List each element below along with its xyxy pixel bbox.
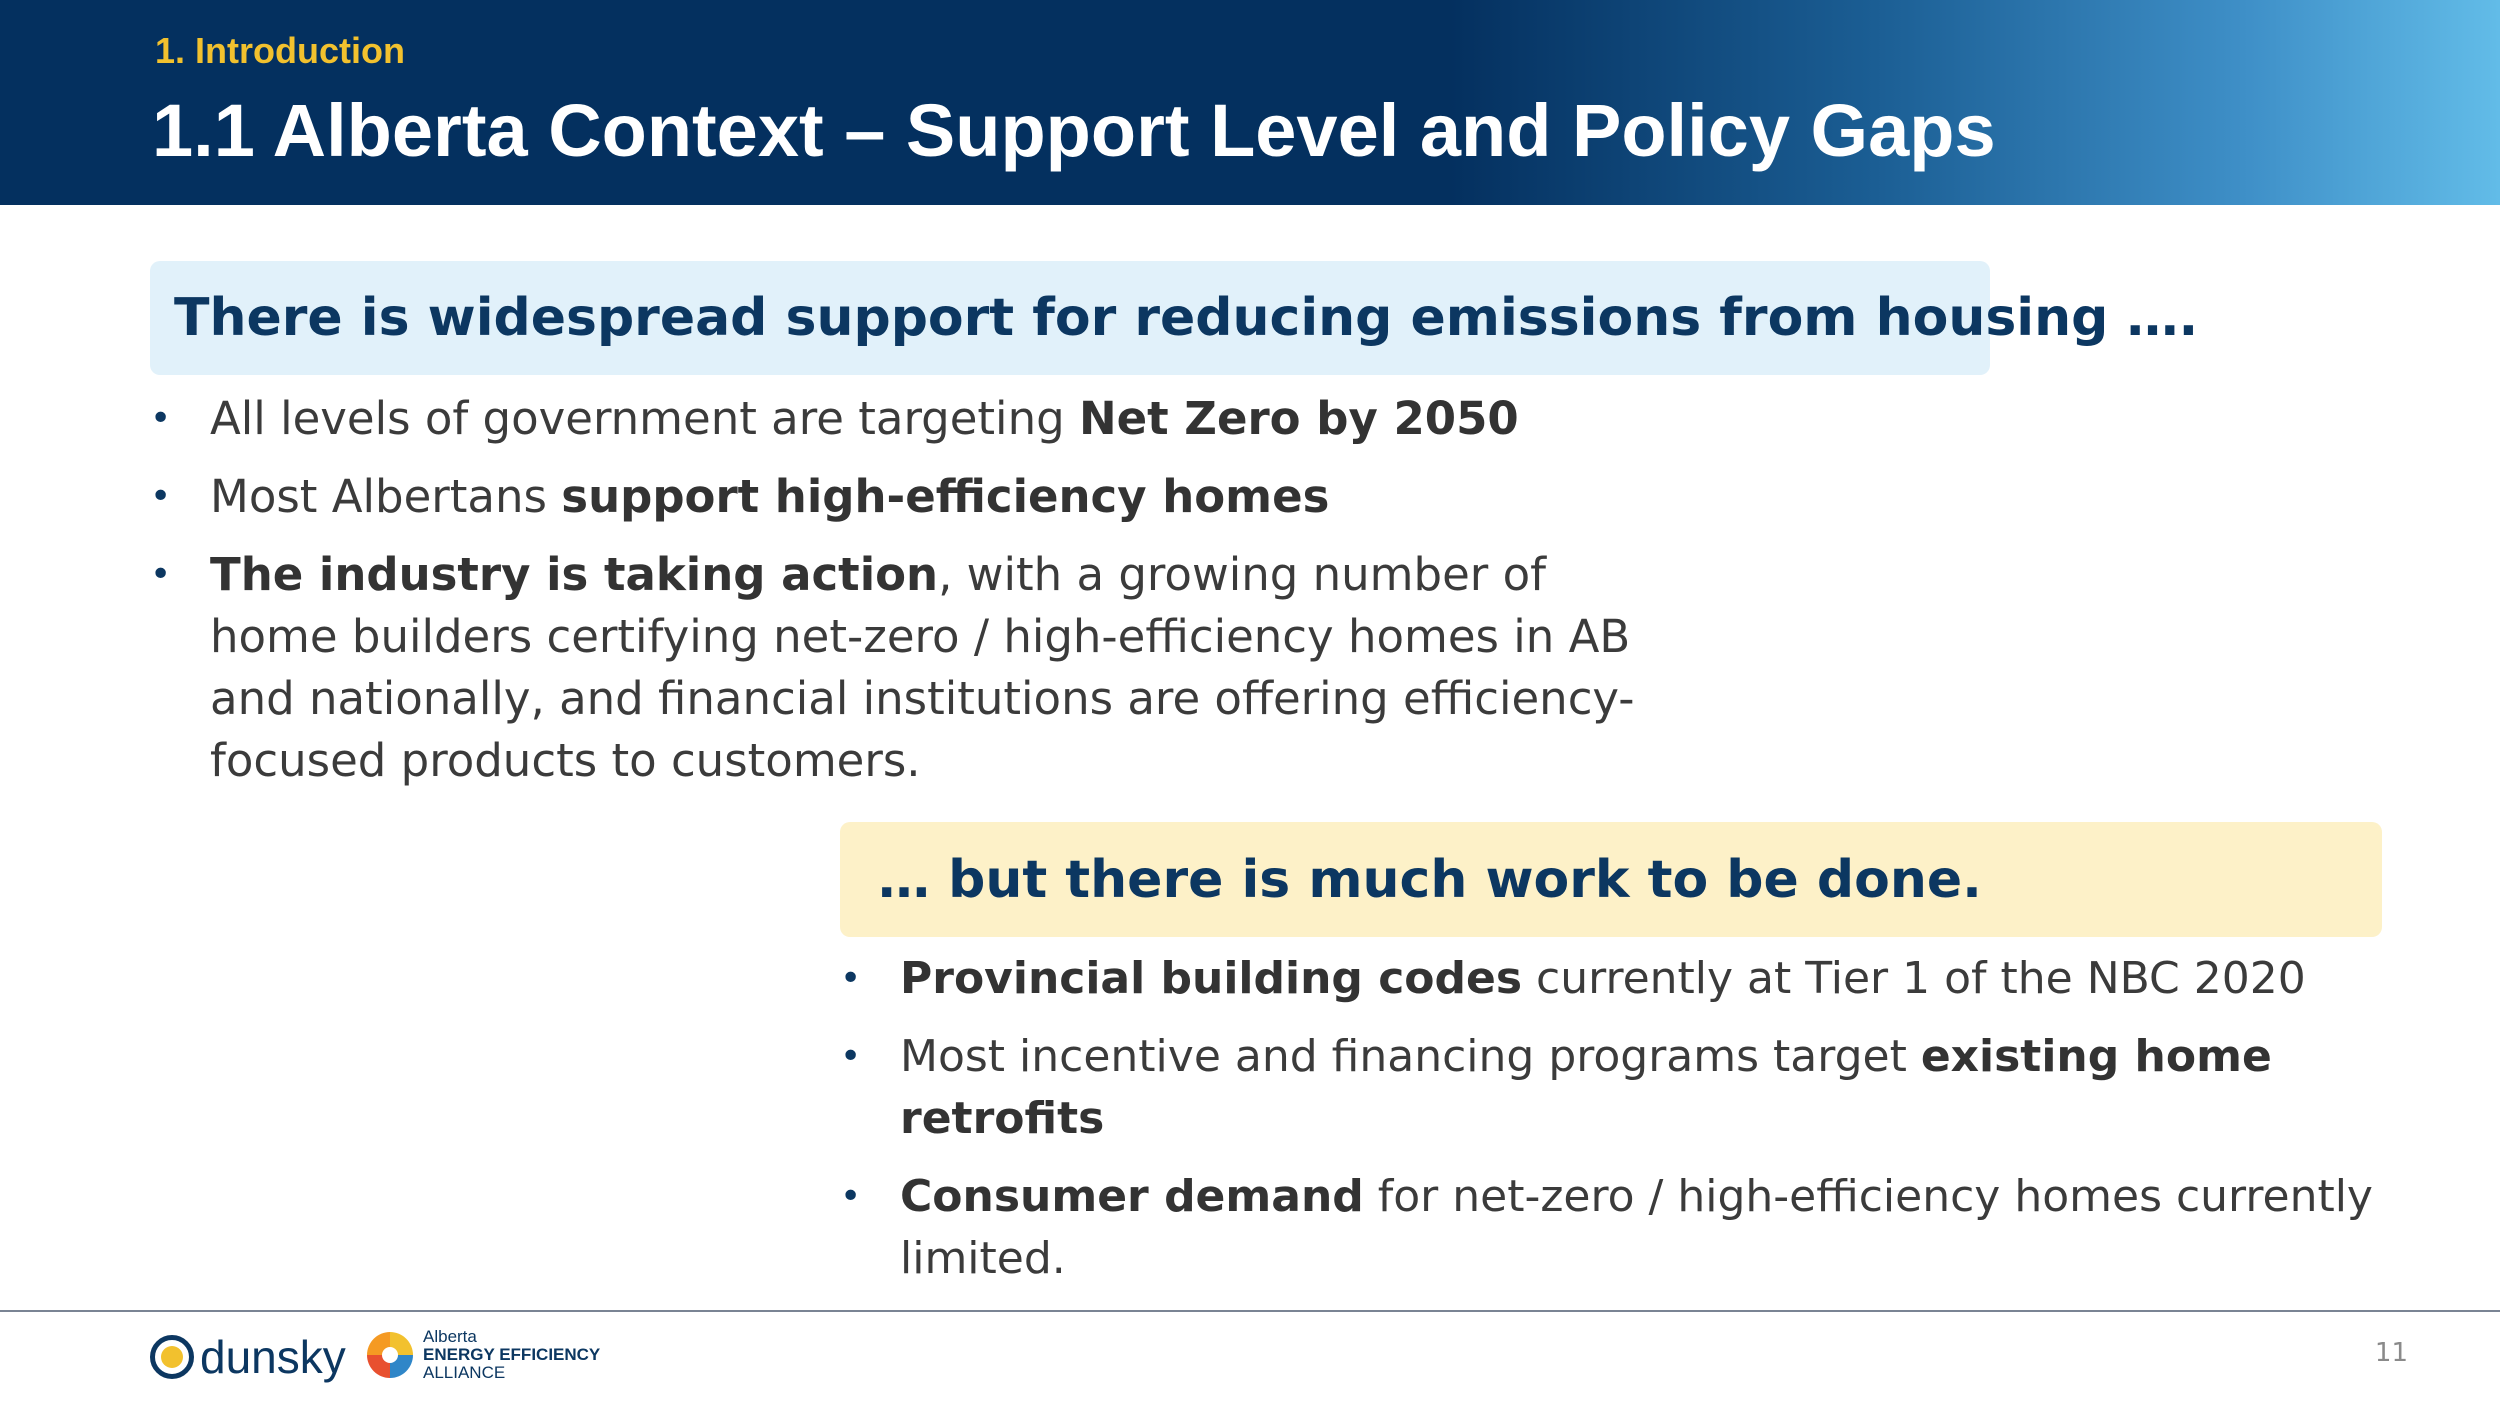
bullet-text: All levels of government are targeting bbox=[210, 392, 1079, 445]
bullet-text: , with a growing number of home builders certifying net-zero / high-efficiency homes in AB and nationally, and financial institutions are offering efficiency-focused products to customers. bbox=[210, 548, 1635, 787]
section-label: 1. Introduction bbox=[155, 30, 405, 71]
dunsky-logo-icon bbox=[150, 1335, 194, 1379]
list-item bbox=[840, 948, 2400, 1010]
support-bullet-list bbox=[150, 388, 1640, 808]
bullet-emphasis: Consumer demand bbox=[900, 1171, 1364, 1222]
page-number: 11 bbox=[2374, 1338, 2408, 1368]
list-item bbox=[150, 544, 1640, 792]
gaps-bullet-list bbox=[840, 948, 2400, 1306]
dunsky-logo-text: dunsky bbox=[200, 1331, 346, 1383]
gaps-callout: … but there is much work to be done. bbox=[840, 822, 2382, 937]
footer-divider bbox=[0, 1310, 2500, 1312]
list-item bbox=[840, 1166, 2400, 1290]
aeea-logo-line: ALLIANCE bbox=[423, 1363, 506, 1382]
bullet-emphasis: Net Zero by 2050 bbox=[1078, 392, 1519, 445]
bullet-emphasis: Provincial building codes bbox=[900, 953, 1523, 1004]
list-item bbox=[150, 466, 1640, 528]
aeea-logo-line: ENERGY EFFICIENCY bbox=[423, 1345, 601, 1364]
bullet-emphasis: The industry is taking action bbox=[210, 548, 939, 601]
bullet-icon: • bbox=[840, 1036, 862, 1077]
aeea-logo bbox=[365, 1328, 600, 1382]
aeea-logo-icon bbox=[365, 1330, 415, 1380]
bullet-text: Most Albertans bbox=[210, 470, 562, 523]
bullet-icon: • bbox=[840, 958, 862, 999]
aeea-logo-line: Alberta bbox=[423, 1327, 477, 1346]
list-item bbox=[840, 1026, 2400, 1150]
bullet-icon: • bbox=[840, 1176, 862, 1217]
title-banner bbox=[0, 0, 2500, 205]
bullet-emphasis: support high-efficiency homes bbox=[561, 470, 1330, 523]
bullet-text: Most incentive and financing programs target bbox=[900, 1031, 1921, 1082]
bullet-text: for net-zero / high-efficiency homes currently limited. bbox=[900, 1171, 2373, 1284]
bullet-emphasis: existing home retrofits bbox=[900, 1031, 2272, 1144]
page-title: 1.1 Alberta Context – Support Level and Policy Gaps bbox=[152, 89, 1996, 172]
bullet-icon: • bbox=[150, 398, 172, 439]
bullet-icon: • bbox=[150, 554, 172, 595]
bullet-icon: • bbox=[150, 476, 172, 517]
support-callout: There is widespread support for reducing emissions from housing …. bbox=[150, 261, 1990, 375]
bullet-text: currently at Tier 1 of the NBC 2020 bbox=[1522, 953, 2306, 1004]
list-item bbox=[150, 388, 1640, 450]
dunsky-logo bbox=[150, 1330, 346, 1384]
